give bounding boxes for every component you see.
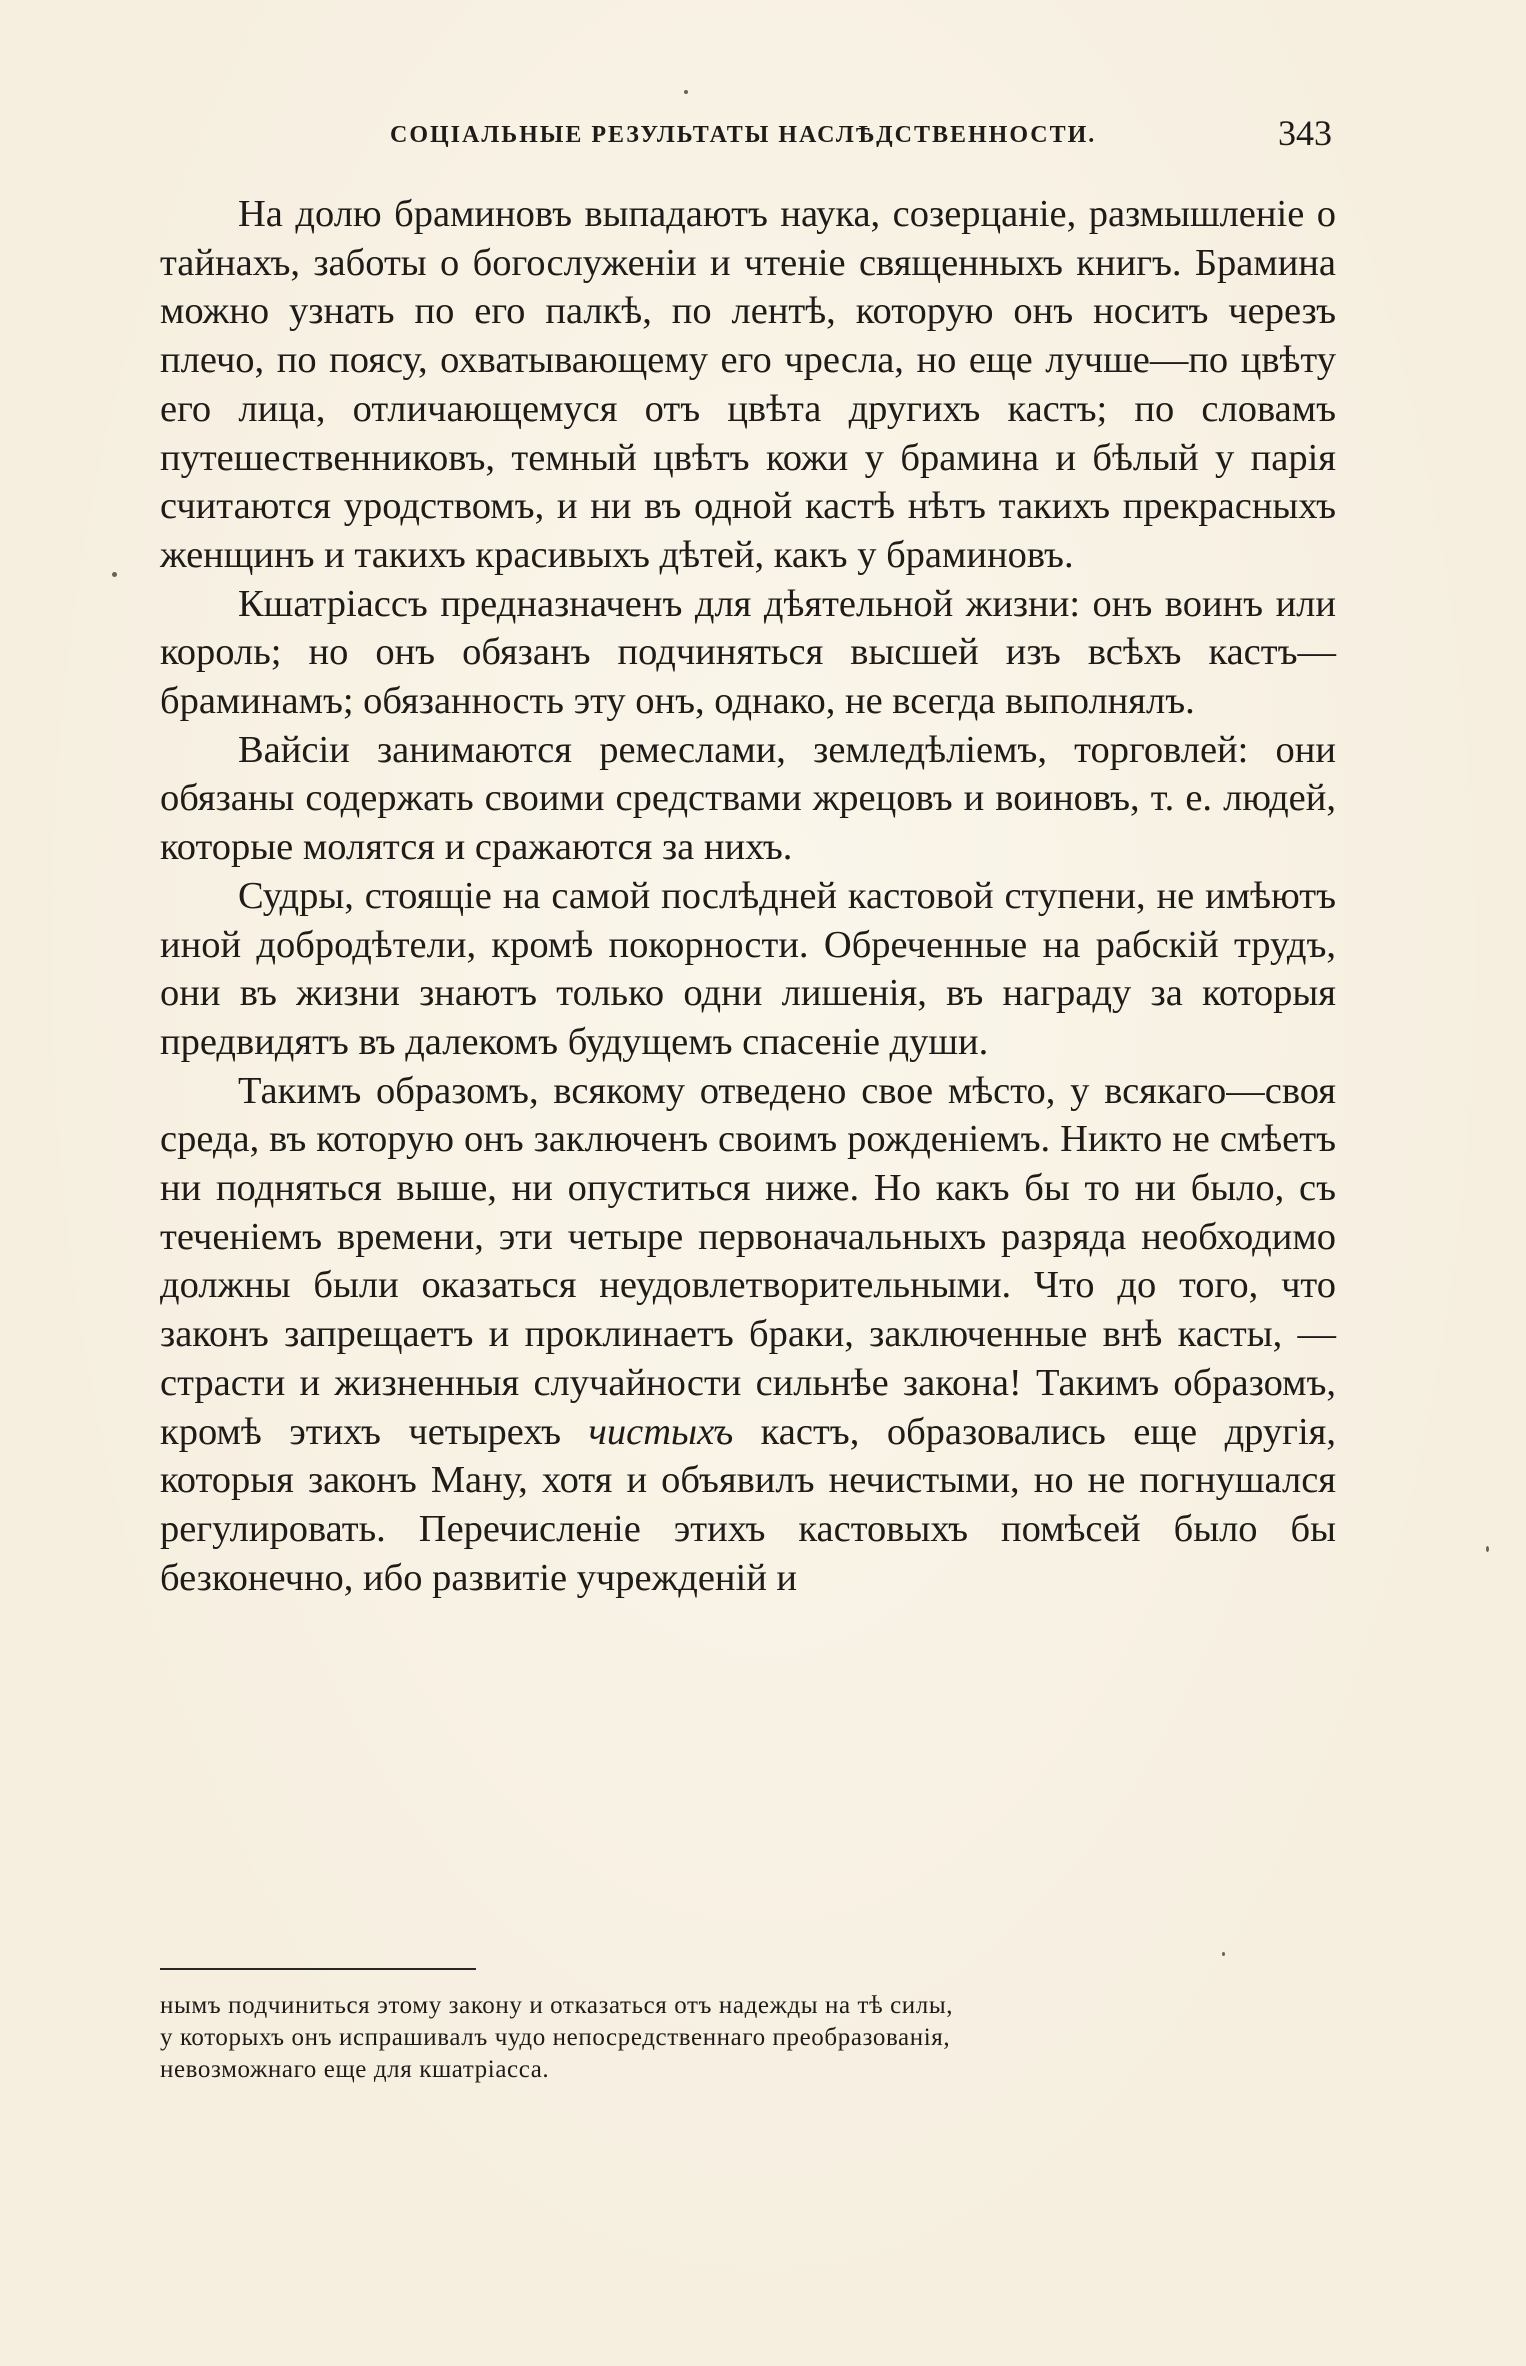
page-number: 343	[1278, 113, 1332, 153]
paragraph-text-part: кастъ, образовались еще другія, которыя законъ Ману, хотя и объявилъ нечистыми, но не погнушался регулировать. Перечисленіе этихъ кастовыхъ помѣсей было бы безконечно, ибо развитіе учрежденій и	[160, 1410, 1336, 1599]
paragraph-mixed-castes	[160, 1067, 1336, 1603]
italic-word: чистыхъ	[588, 1410, 734, 1453]
paragraph-kshatriyas: Кшатріассъ предназначенъ для дѣятельной жизни: онъ воинъ или король; но онъ обязанъ подчиняться высшей изъ всѣхъ кастъ—браминамъ; обязанность эту онъ, однако, не всегда выполнялъ.	[160, 582, 1336, 723]
running-title: СОЦІАЛЬНЫЕ РЕЗУЛЬТАТЫ НАСЛѢДСТВЕННОСТИ.	[390, 122, 1097, 148]
paper-speck	[684, 90, 688, 94]
page-header	[160, 108, 1340, 158]
footnote-line: невозможнаго еще для кшатріасса.	[160, 2056, 550, 2083]
footnote-line: нымъ подчиниться этому закону и отказаться отъ надежды на тѣ силы,	[160, 1992, 954, 2019]
paper-speck	[1486, 1546, 1489, 1552]
paper-speck	[1222, 1952, 1225, 1956]
paragraph-vaishyas: Вайсіи занимаются ремеслами, земледѣліемъ, торговлей: они обязаны содержать своими средствами жрецовъ и воиновъ, т. е. людей, которые молятся и сражаются за нихъ.	[160, 728, 1336, 869]
paper-speck	[112, 572, 117, 577]
paragraph-shudras: Судры, стоящіе на самой послѣдней кастовой ступени, не имѣютъ иной добродѣтели, кромѣ покорности. Обреченные на рабскій трудъ, они въ жизни знаютъ только одни лишенія, въ награду за которыя предвидятъ въ далекомъ будущемъ спасеніе души.	[160, 874, 1336, 1063]
footnote-divider	[160, 1968, 476, 1970]
footnote	[160, 1990, 1336, 2086]
main-text	[160, 190, 1336, 1602]
paragraph-text-part: Такимъ образомъ, всякому отведено свое мѣсто, у всякаго—своя среда, въ которую онъ заключенъ своимъ рожденіемъ. Никто не смѣетъ ни подняться выше, ни опуститься ниже. Но какъ бы то ни было, съ теченіемъ времени, эти четыре первоначальныхъ разряда необходимо должны были оказаться неудовлетворительными. Что до того, что законъ запрещаетъ и проклинаетъ браки, заключенные внѣ касты, — страсти и жизненныя случайности сильнѣе закона! Такимъ образомъ, кромѣ этихъ четырехъ	[160, 1069, 1336, 1453]
footnote-line: у которыхъ онъ испрашивалъ чудо непосредственнаго преобразованія,	[160, 2024, 951, 2051]
paragraph-brahmins: На долю браминовъ выпадаютъ наука, созерцаніе, размышленіе о тайнахъ, заботы о богослуженіи и чтеніе священныхъ книгъ. Брамина можно узнать по его палкѣ, по лентѣ, которую онъ носитъ черезъ плечо, по поясу, охватывающему его чресла, но еще лучше—по цвѣту его лица, отличающемуся отъ цвѣта другихъ кастъ; по словамъ путешественниковъ, темный цвѣтъ кожи у брамина и бѣлый у парія считаются уродствомъ, и ни въ одной кастѣ нѣтъ такихъ прекрасныхъ женщинъ и такихъ красивыхъ дѣтей, какъ у браминовъ.	[160, 193, 1336, 576]
